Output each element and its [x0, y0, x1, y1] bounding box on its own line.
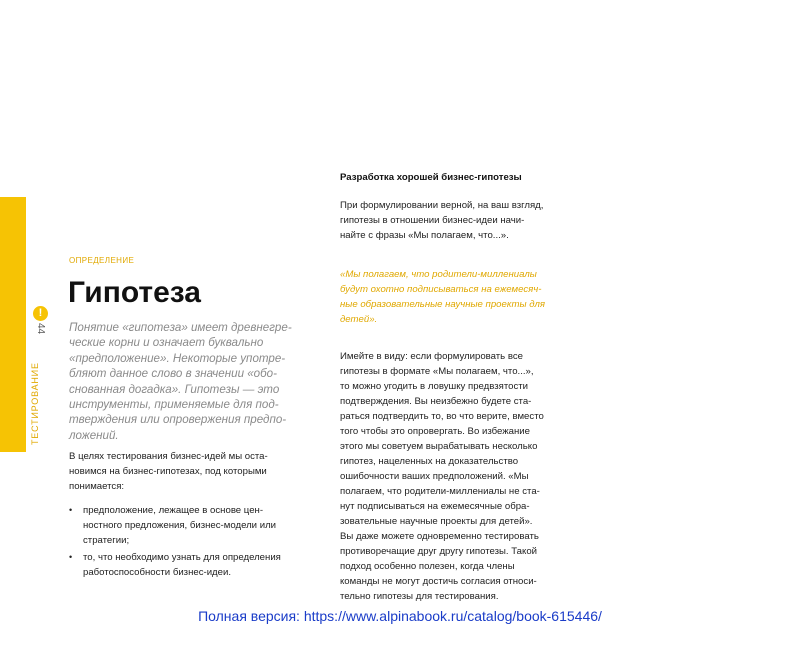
body-line: гипотезы в формате «Мы полагаем, что...», — [340, 366, 534, 377]
body-line: подтверждения. Вы неизбежно будете ста- — [340, 396, 532, 407]
body-line: раться подтвердить то, во что верите, вместо — [340, 411, 544, 422]
body-line: понимается: — [69, 481, 125, 492]
intro-line: При формулировании верной, на ваш взгляд, — [340, 200, 544, 211]
quote-line: «Мы полагаем, что родители-миллениалы — [340, 269, 537, 280]
list-item — [69, 503, 304, 548]
body-line: противоречащие друг другу гипотезы. Такой — [340, 546, 538, 557]
intro-line: найте с фразы «Мы полагаем, что...». — [340, 230, 509, 241]
exclamation-icon: ! — [33, 306, 48, 321]
intro-line: гипотезы в отношении бизнес-идеи начи- — [340, 215, 525, 226]
quote-line: детей». — [340, 314, 378, 325]
definition-line: бляют данное слово в значении «обо- — [69, 367, 277, 381]
body-line: подход особенно полезен, когда члены — [340, 561, 515, 572]
quote-line: ные образовательные научные проекты для — [340, 299, 546, 310]
body-line: Имейте в виду: если формулировать все — [340, 351, 523, 362]
bullet-list — [69, 503, 304, 582]
body-line: В целях тестирования бизнес-идей мы оста- — [69, 451, 268, 462]
body-line: то можно угодить в ловушку предвзятости — [340, 381, 529, 392]
definition-line: «предположение». Некоторые употре- — [69, 351, 286, 365]
definition-text — [69, 320, 299, 443]
section-label: ТЕСТИРОВАНИЕ — [30, 362, 40, 445]
list-item-line: работоспособности бизнес-идеи. — [83, 567, 232, 578]
definition-label: ОПРЕДЕЛЕНИЕ — [69, 256, 135, 265]
body-line: Вы даже можете одновременно тестировать — [340, 531, 539, 542]
body-paragraph — [69, 449, 299, 494]
section-accent-bar — [0, 197, 26, 452]
body-line: этого мы советуем вырабатывать несколько — [340, 441, 538, 452]
page-title: Гипотеза — [68, 276, 201, 309]
body-line: зовательные научные проекты для детей». — [340, 516, 533, 527]
body-line: тельно гипотезы для тестирования. — [340, 591, 499, 602]
definition-line: Понятие «гипотеза» имеет древнегре- — [69, 321, 292, 334]
example-quote — [340, 267, 560, 327]
body-paragraph-right — [340, 349, 560, 604]
full-version-link[interactable]: Полная версия: https://www.alpinabook.ru/catalog/book-615446/ — [198, 608, 602, 624]
definition-line: снованная догадка». Гипотезы — это — [69, 382, 280, 396]
quote-line: будут охотно подписываться на ежемесяч- — [340, 284, 542, 295]
definition-line: инструменты, применяемые для под- — [69, 398, 279, 412]
list-item-line: • то, что необходимо узнать для определения — [83, 552, 281, 563]
definition-line: ложений. — [69, 428, 119, 442]
list-item-line: • предположение, лежащее в основе цен- — [83, 505, 264, 516]
definition-line: ческие корни и означает буквально — [69, 336, 264, 350]
list-item — [69, 550, 304, 580]
body-line: того чтобы это опровергать. Во избежание — [340, 426, 530, 437]
body-line: команды не могут достичь согласия относи- — [340, 576, 537, 587]
body-line: полагаем, что родители-миллениалы не ста- — [340, 486, 540, 497]
page-number: 44 — [35, 323, 46, 335]
section-heading: Разработка хорошей бизнес-гипотезы — [340, 172, 522, 183]
body-line: ошибочности ваших предположений. «Мы — [340, 471, 529, 482]
list-item-line: ностного предложения, бизнес-модели или — [83, 520, 277, 531]
list-item-line: стратегии; — [83, 535, 130, 546]
body-line: новимся на бизнес-гипотезах, под которыми — [69, 466, 267, 477]
body-line: нут подписываться на ежемесячные обра- — [340, 501, 530, 512]
definition-line: тверждения или опровержения предпо- — [69, 413, 287, 427]
body-line: гипотез, нацеленных на доказательство — [340, 456, 519, 467]
intro-paragraph — [340, 198, 560, 243]
